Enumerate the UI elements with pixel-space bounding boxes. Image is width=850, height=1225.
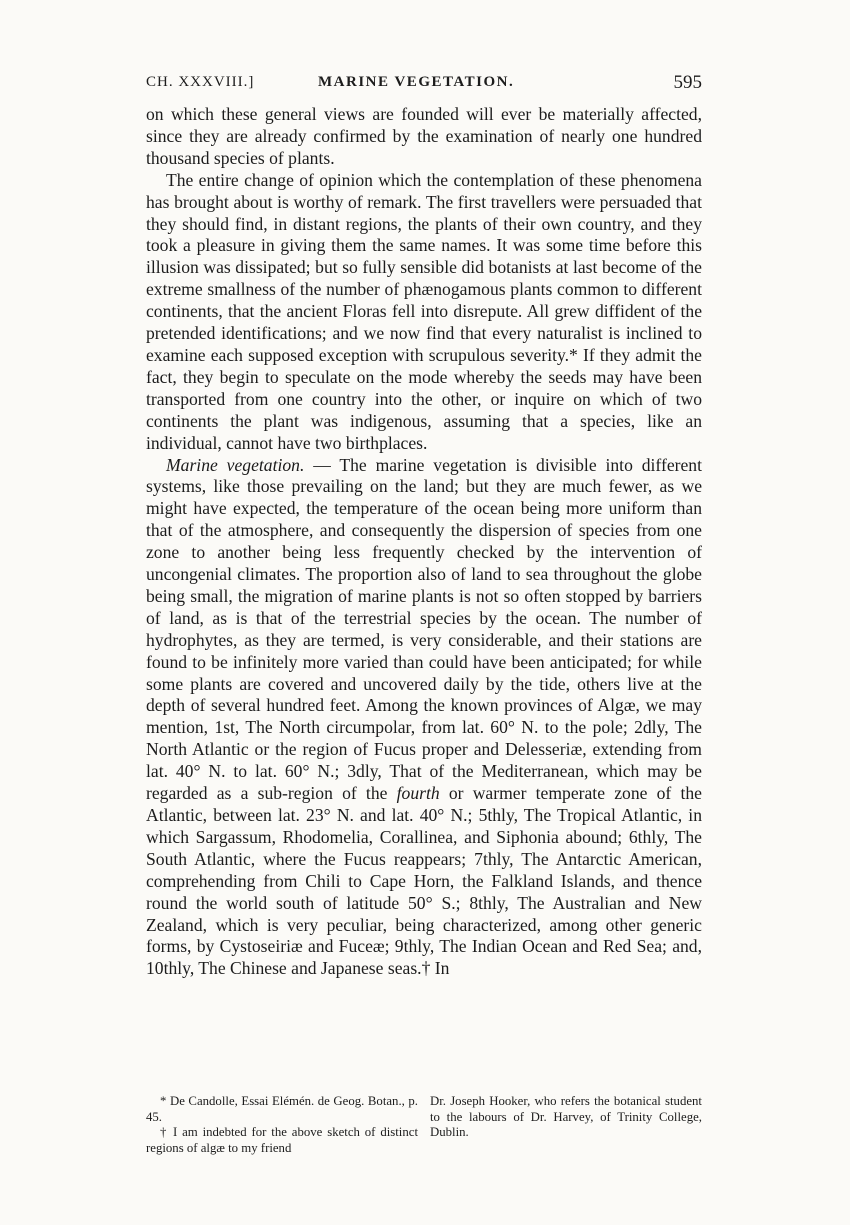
footnote-de-candolle: * De Candolle, Essai Elémén. de Geog. Botan., p. 45.: [146, 1094, 418, 1124]
paragraph-text-part-a: — The marine vegetation is divisible into different systems, like those prevailing on the land; but they are much fewer, as we might have expected, the temperature of the ocean being more uniform than that of the atmosphere, and consequently the dispersion of species from one zone to another being less frequently checked by the intervention of uncongenial climates. The proportion also of land to sea throughout the globe being small, the migration of marine plants is not so often stopped by barriers of land, as is that of the terrestrial species by the ocean. The number of hydrophytes, as they are termed, is very considerable, and their stations are found to be infinitely more varied than could have been anticipated; for while some plants are covered and uncovered daily by the tide, others live at the depth of several hundred feet. Among the known provinces of Algæ, we may mention, 1st, The North circumpolar, from lat. 60° N. to the pole; 2dly, The North Atlantic or the region of Fucus proper and Delesseriæ, extending from lat. 40° N. to lat. 60° N.; 3dly, That of the Mediterranean, which may be regarded as a sub-region of the: [146, 454, 702, 804]
footnotes: [146, 1094, 702, 1156]
emphasis-fourth: fourth: [396, 783, 440, 804]
section-heading-marine-vegetation: Marine vegetation.: [166, 454, 305, 475]
running-title: MARINE VEGETATION.: [318, 74, 515, 90]
paragraph-text-part-b: or warmer temperate zone of the Atlantic, between lat. 23° N. and lat. 40° N.; 5thly, The Tropical Atlantic, in which Sargassum, Rhodomelia, Corallinea, and Siphonia abound; 6thly, The South Atlantic, where the Fucus reappears; 7thly, The Antarctic American, comprehending from Chili to Cape Horn, the Falkland Islands, and thence round the world south of latitude 50° S.; 8thly, The Australian and New Zealand, which is very peculiar, being characterized, among other generic forms, by Cystoseiriæ and Fuceæ; 9thly, The Indian Ocean and Red Sea; and, 10thly, The Chinese and Japanese seas.† In: [146, 783, 702, 979]
paragraph-opinion-change: The entire change of opinion which the contemplation of these phenomena has brought about is worthy of remark. The first travellers were persuaded that they should find, in distant regions, the plants of their own country, and they took a pleasure in giving them the same names. It was some time before this illusion was dissipated; but so fully sensible did botanists at last become of the extreme smallness of the number of phænogamous plants common to different continents, that the ancient Floras fell into disrepute. All grew diffident of the pretended identifications; and we now find that every naturalist is inclined to examine each supposed exception with scrupulous severity.* If they admit the fact, they begin to speculate on the mode whereby the seeds may have been transported from one country into the other, or inquire on which of two continents the plant was indigenous, assuming that a species, like an individual, cannot have two birthplaces.: [146, 169, 702, 453]
running-header: [146, 72, 702, 100]
footnote-algae-sketch: † I am indebted for the above sketch of distinct regions of algæ to my friend: [146, 1125, 418, 1155]
chapter-label: CH. XXXVIII.]: [146, 74, 255, 90]
main-text: [146, 104, 702, 980]
paragraph-marine-vegetation: [146, 455, 702, 981]
footnote-column-right: [430, 1094, 702, 1156]
footnote-algae-sketch-continued: Dr. Joseph Hooker, who refers the botanical student to the labours of Dr. Harvey, of Trinity College, Dublin.: [430, 1094, 702, 1139]
page-number: 595: [673, 72, 702, 93]
paragraph-continued: on which these general views are founded will ever be materially affected, since they are already confirmed by the examination of nearly one hundred thousand species of plants.: [146, 104, 702, 168]
footnote-column-left: [146, 1094, 418, 1156]
